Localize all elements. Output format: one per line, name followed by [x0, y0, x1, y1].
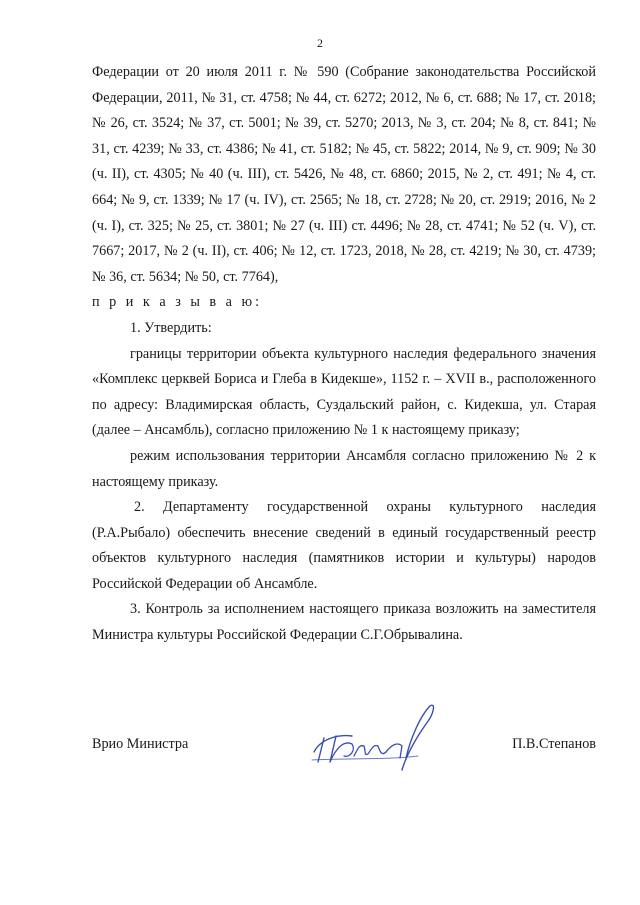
item-1-heading: 1. Утвердить:: [130, 319, 212, 336]
legal-references-paragraph: Федерации от 20 июля 2011 г. № 590 (Собрание законодательства Российской Федерации, 2011, № 31, ст. 4758; № 44, ст. 6272; 2012, № 6, ст. 688; № 17, ст. 2018; № 26, ст. 3524; № 37, ст. 5001; № 39, ст. 5270; 2013, № 3, ст. 204; № 8, ст. 841; № 31, ст. 4239; № 33, ст. 4386; № 41, ст. 5182; № 45, ст. 5822; 2014, № 9, ст. 909; № 30 (ч. II), ст. 4305; № 40 (ч. III), ст. 5426, № 48, ст. 6860; 2015, № 2, ст. 491; № 4, ст. 664; № 9, ст. 1339; № 17 (ч. IV), ст. 2565; № 18, ст. 2728; № 20, ст. 2919; 2016, № 2 (ч. I), ст. 325; № 25, ст. 3801; № 27 (ч. III) ст. 4496; № 28, ст. 4741; № 52 (ч. V), ст. 7667; 2017, № 2 (ч. II), ст. 406; № 12, ст. 1723, 2018, № 28, ст. 4219; № 30, ст. 4739; № 36, ст. 5634; № 50, ст. 7764),: [92, 64, 596, 285]
item-1-regime: режим использования территории Ансамбля согласно приложению № 2 к настоящему приказу.: [92, 447, 596, 490]
handwritten-signature: [306, 700, 441, 775]
item-3-paragraph: 3. Контроль за исполнением настоящего приказа возложить на заместителя Министра культуры Российской Федерации С.Г.Обрывалина.: [92, 601, 596, 644]
signatory-title: Врио Министра: [92, 736, 189, 752]
signatory-name: П.В.Степанов: [512, 736, 596, 752]
item-2-paragraph: 2. Департаменту государственной охраны культурного наследия (Р.А.Рыбало) обеспечить внесение сведений в единый государственный реестр объектов культурного наследия (памятников истории и культуры) народов Российской Федерации об Ансамбле.: [92, 499, 596, 592]
item-1-boundaries: границы территории объекта культурного наследия федерального значения «Комплекс церквей Бориса и Глеба в Кидекше», 1152 г. – XVII в., расположенного по адресу: Владимирская область, Суздальский район, с. Кидекша, ул. Старая (далее – Ансамбль), согласно приложению № 1 к настоящему приказу;: [92, 345, 596, 439]
document-body: [92, 60, 596, 649]
page-number: 2: [317, 36, 323, 50]
order-verb: п р и к а з ы в а ю:: [92, 294, 263, 311]
